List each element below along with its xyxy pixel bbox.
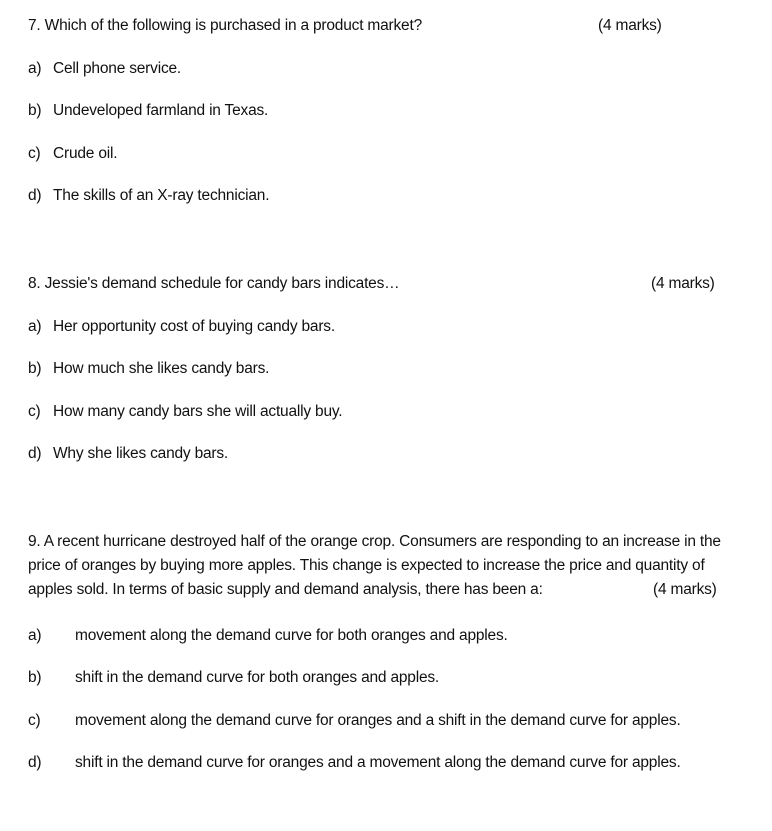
q9-option-c-text: movement along the demand curve for oranges and a shift in the demand curve for apples. (75, 712, 681, 729)
q7-option-b-text: Undeveloped farmland in Texas. (53, 102, 269, 119)
q9-option-c-letter: c) (28, 712, 41, 729)
q9-option-d-text: shift in the demand curve for oranges and a movement along the demand curve for apples. (75, 754, 681, 771)
q9-option-b-letter: b) (28, 669, 42, 686)
q9-question-line-1: 9. A recent hurricane destroyed half of the orange crop. Consumers are responding to an increase in the (28, 533, 721, 550)
q8-marks: (4 marks) (651, 275, 715, 292)
q7-option-a-letter: a) (28, 60, 42, 77)
q9-marks: (4 marks) (653, 581, 717, 598)
q7-question: 7. Which of the following is purchased in a product market? (28, 17, 422, 34)
q8-question: 8. Jessie's demand schedule for candy bars indicates… (28, 275, 400, 292)
q8-option-c-text: How many candy bars she will actually buy. (53, 403, 343, 420)
q7-option-d-text: The skills of an X-ray technician. (53, 187, 270, 204)
q9-option-d-letter: d) (28, 754, 42, 771)
q8-option-a-text: Her opportunity cost of buying candy bars. (53, 318, 335, 335)
q7-option-c-letter: c) (28, 145, 41, 162)
q8-option-d-text: Why she likes candy bars. (53, 445, 229, 462)
q8-option-b-text: How much she likes candy bars. (53, 360, 270, 377)
q8-option-c-letter: c) (28, 403, 41, 420)
q7-option-a-text: Cell phone service. (53, 60, 182, 77)
q9-option-a-letter: a) (28, 627, 42, 644)
q9-option-a-text: movement along the demand curve for both oranges and apples. (75, 627, 508, 644)
q7-marks: (4 marks) (598, 17, 662, 34)
q8-option-d-letter: d) (28, 445, 42, 462)
q7-option-b-letter: b) (28, 102, 42, 119)
q9-question-line-3: apples sold. In terms of basic supply and demand analysis, there has been a: (28, 581, 543, 598)
q7-option-d-letter: d) (28, 187, 42, 204)
q9-option-b-text: shift in the demand curve for both oranges and apples. (75, 669, 440, 686)
q7-option-c-text: Crude oil. (53, 145, 118, 162)
q8-option-b-letter: b) (28, 360, 42, 377)
q9-question-line-2: price of oranges by buying more apples. This change is expected to increase the price and quantity of (28, 557, 705, 574)
q8-option-a-letter: a) (28, 318, 42, 335)
